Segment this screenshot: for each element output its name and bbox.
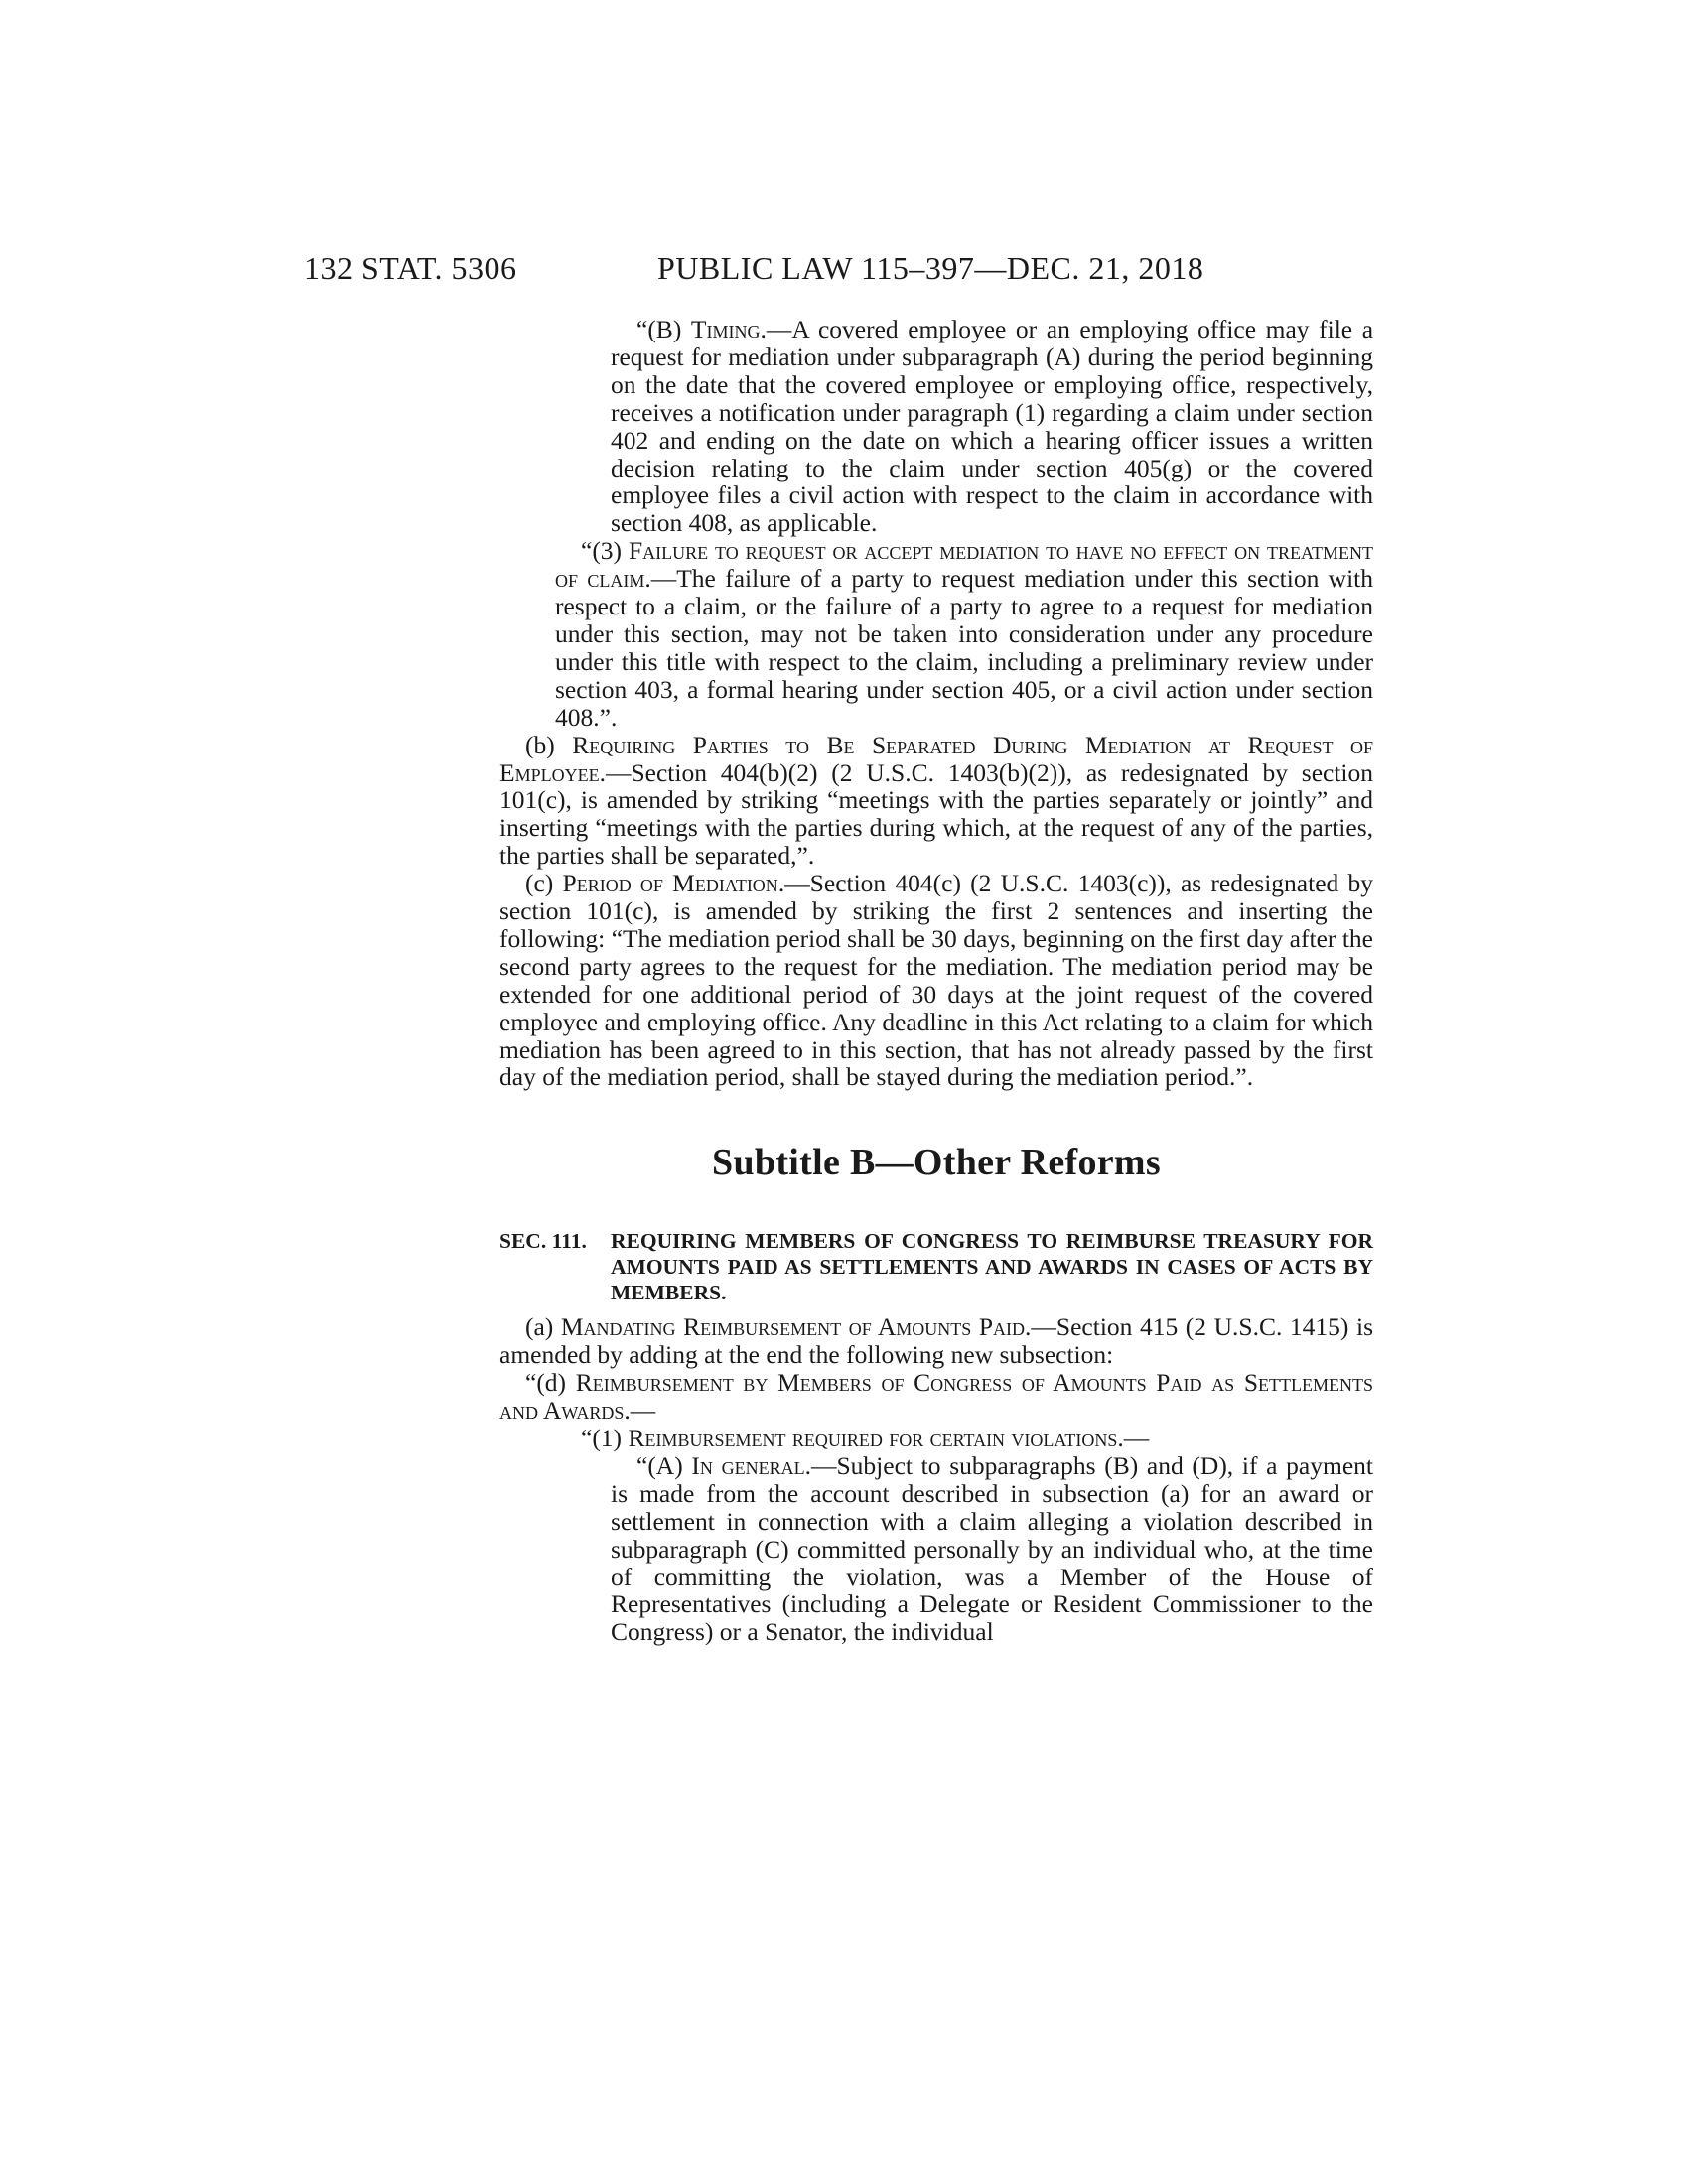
- paragraph-heading: Reimbursement by Members of Congress of Amounts Paid as Settlements and Awards: [499, 1368, 1373, 1426]
- paragraph-heading: Timing: [690, 315, 761, 343]
- paragraph-label: “(A): [636, 1450, 692, 1480]
- paragraph-text: .—The failure of a party to request mediation under this section with respect to a claim, or the failure of a party to agree to a request for mediation under this section, may not be taken into consideration under any procedure under this title with respect to the claim, including a preliminary review under section 403, a formal hearing under section 405, or a civil action under section 408.”.: [555, 564, 1373, 732]
- paragraph-b-timing: [499, 316, 1373, 537]
- paragraph-text: .—Section 404(b)(2) (2 U.S.C. 1403(b)(2)), as redesignated by section 101(c), is amended by striking “meetings with the parties separately or jointly” and inserting “meetings with the parties during which, at the request of any of the parties, the parties shall be separated,”.: [499, 757, 1373, 871]
- paragraph-heading: Period of Mediation: [562, 869, 778, 898]
- paragraph-label: “(3): [581, 536, 629, 566]
- paragraph-label: “(d): [525, 1368, 576, 1398]
- paragraph-heading: In general: [691, 1450, 805, 1480]
- subsection-d-reimbursement: [499, 1369, 1373, 1425]
- subtitle-heading: Subtitle B—Other Reforms: [712, 1142, 1161, 1184]
- subsection-b-separated: [499, 732, 1373, 871]
- section-title: REQUIRING MEMBERS OF CONGRESS TO REIMBURSE TREASURY FOR AMOUNTS PAID AS SETTLEMENTS AND AWARDS IN CASES OF ACTS BY MEMBERS.: [611, 1229, 1373, 1305]
- paragraph-heading: Mandating Reimbursement of Amounts Paid: [560, 1312, 1026, 1342]
- subsection-c-period: [499, 870, 1373, 1091]
- section-heading: [499, 1228, 1373, 1305]
- subparagraph-a-general: [499, 1452, 1373, 1646]
- paragraph-heading: Requiring Parties to Be Separated During Mediation at Request of Employee: [499, 730, 1373, 787]
- subsection-a-mandating: [499, 1313, 1373, 1369]
- running-header: PUBLIC LAW 115–397—DEC. 21, 2018: [657, 250, 1204, 286]
- paragraph-heading: Reimbursement required for certain violations: [628, 1424, 1118, 1452]
- paragraph-text: .—Section 404(c) (2 U.S.C. 1403(c)), as redesignated by section 101(c), is amended by striking the first 2 sentences and inserting the following: “The mediation period shall be 30 days, beginning on the first day after the second party agrees to the request for the mediation. The mediation period may be extended for one additional period of 30 days at the joint request of the covered employee and employing office. Any deadline in this Act relating to a claim for which mediation has been agreed to in this section, that has not already passed by the first day of the mediation period, shall be stayed during the mediation period.”.: [499, 869, 1373, 1092]
- paragraph-1-required: [499, 1425, 1373, 1452]
- paragraph-label: (c): [525, 869, 563, 898]
- paragraph-label: “(B): [636, 315, 691, 343]
- body-text: [499, 316, 1373, 1646]
- paragraph-text: .—Subject to subparagraphs (B) and (D), if a payment is made from the account described in subsection (a) for an award or settlement in connection with a claim alleging a violation described in subparagraph (C) committed personally by an individual who, at the time of committing the violation, was a Member of the House of Representatives (including a Delegate or Resident Commissioner to the Congress) or a Senator, the individual: [611, 1450, 1373, 1647]
- paragraph-text: .—: [1117, 1424, 1150, 1452]
- section-number: SEC. 111.: [499, 1229, 587, 1254]
- paragraph-text: .—Section 415 (2 U.S.C. 1415) is amended by adding at the end the following new subsection:: [499, 1312, 1373, 1370]
- stat-page-number: 132 STAT. 5306: [304, 250, 517, 286]
- paragraph-label: (a): [525, 1312, 561, 1342]
- paragraph-text: .—: [624, 1396, 656, 1426]
- paragraph-label: “(1): [581, 1424, 629, 1452]
- paragraph-text: .—A covered employee or an employing office may file a request for mediation under subparagraph (A) during the period beginning on the date that the covered employee or employing office, respectively, receives a notification under paragraph (1) regarding a claim under section 402 and ending on the date on which a hearing officer issues a written decision relating to the claim under section 405(g) or the covered employee files a civil action with respect to the claim in accordance with section 408, as applicable.: [611, 315, 1374, 538]
- paragraph-3-failure: [499, 537, 1373, 731]
- paragraph-heading: Failure to request or accept mediation to have no effect on treatment of claim: [555, 536, 1373, 594]
- paragraph-label: (b): [525, 730, 573, 759]
